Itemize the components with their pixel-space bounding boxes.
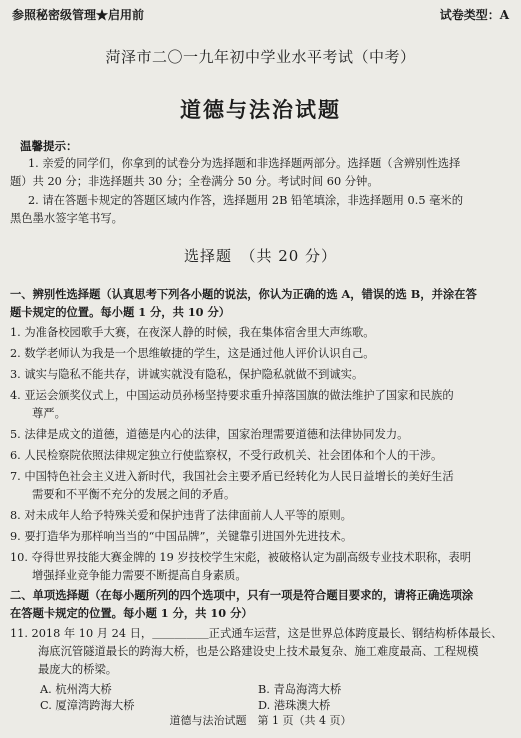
question-item: 8. 对未成年人给予特殊关爱和保护违背了法律面前人人平等的原则。 — [10, 509, 352, 522]
question-item: 尊严。 — [32, 407, 66, 420]
question-item: 最庞大的桥梁。 — [38, 663, 118, 676]
question-item: 海底沉管隧道最长的跨海大桥，也是公路建设史上技术最复杂、施工难度最高、工程规模 — [38, 645, 479, 658]
question-item: 需要和不平衡不充分的发展之间的矛盾。 — [32, 488, 236, 501]
question-item: 2. 数学老师认为我是一个思维敏捷的学生，这是通过他人评价认识自己。 — [10, 347, 375, 360]
question-item: 5. 法律是成文的道德，道德是内心的法律，国家治理需要道德和法律协同发力。 — [10, 428, 409, 441]
part1-heading: 一、辨别性选择题（认真思考下列各小题的说法，你认为正确的选 A，错误的选 B，并涂在答 — [10, 287, 477, 301]
question-item: 9. 要打造华为那样响当当的“中国品牌”，关键靠引进国外先进技术。 — [10, 530, 353, 543]
question-item: 7. 中国特色社会主义进入新时代，我国社会主要矛盾已经转化为人民日益增长的美好生活 — [10, 470, 454, 483]
question-item: 增强择业竞争能力需要不断提高自身素质。 — [32, 569, 247, 582]
question-item: 6. 人民检察院依照法律规定独立行使监察权，不受行政机关、社会团体和个人的干涉。 — [10, 449, 443, 462]
question-item: 4. 亚运会颁奖仪式上，中国运动员孙杨坚持要求重升掉落国旗的做法维护了国家和民族的 — [10, 389, 454, 402]
option-d: D. 港珠澳大桥 — [258, 699, 331, 712]
question-item: 11. 2018 年 10 月 24 日，＿＿＿＿＿正式通车运营，这是世界总体跨度最长、钢结构桥体最长、 — [10, 627, 503, 640]
option-a: A. 杭州湾大桥 — [40, 683, 112, 696]
page-footer: 道德与法治试题 第 1 页（共 4 页） — [169, 714, 352, 727]
part2-heading: 二、单项选择题（在每小题所列的四个选项中，只有一项是符合题目要求的，请将正确选项涂 — [10, 588, 474, 602]
paper-type-label: 试卷类型：A — [439, 8, 509, 22]
part1-heading: 题卡规定的位置。每小题 1 分，共 10 分） — [10, 305, 231, 319]
question-item: 10. 夺得世界技能大赛金牌的 19 岁技校学生宋彪，被破格认定为副高级专业技术职称，表明 — [10, 551, 472, 564]
subject-title: 道德与法治试题 — [180, 97, 341, 122]
tips-line: 黑色墨水签字笔书写。 — [10, 212, 123, 225]
section-title: 选择题 （共 20 分） — [183, 247, 338, 265]
question-item: 1. 为准备校园歌手大赛，在夜深人静的时候，我在集体宿舍里大声练歌。 — [10, 326, 375, 339]
tips-line: 2. 请在答题卡规定的答题区域内作答，选择题用 2B 铅笔填涂，非选择题用 0.5 毫米的 — [28, 194, 463, 207]
option-c: C. 厦漳湾跨海大桥 — [40, 699, 135, 712]
question-item: 3. 诚实与隐私不能共存，讲诚实就没有隐私，保护隐私就做不到诚实。 — [10, 368, 364, 381]
secrecy-label: 参照秘密级管理★启用前 — [12, 8, 145, 22]
tips-heading: 温馨提示： — [20, 139, 78, 153]
tips-line: 题）共 20 分；非选择题共 30 分；全卷满分 50 分。考试时间 60 分钟。 — [10, 175, 379, 188]
tips-line: 1. 亲爱的同学们，你拿到的试卷分为选择题和非选择题两部分。选择题（含辨别性选择 — [28, 157, 461, 170]
part2-heading: 在答题卡规定的位置。每小题 1 分，共 10 分） — [10, 606, 253, 620]
exam-title: 菏泽市二〇一九年初中学业水平考试（中考） — [105, 48, 416, 66]
option-b: B. 青岛海湾大桥 — [258, 683, 342, 696]
